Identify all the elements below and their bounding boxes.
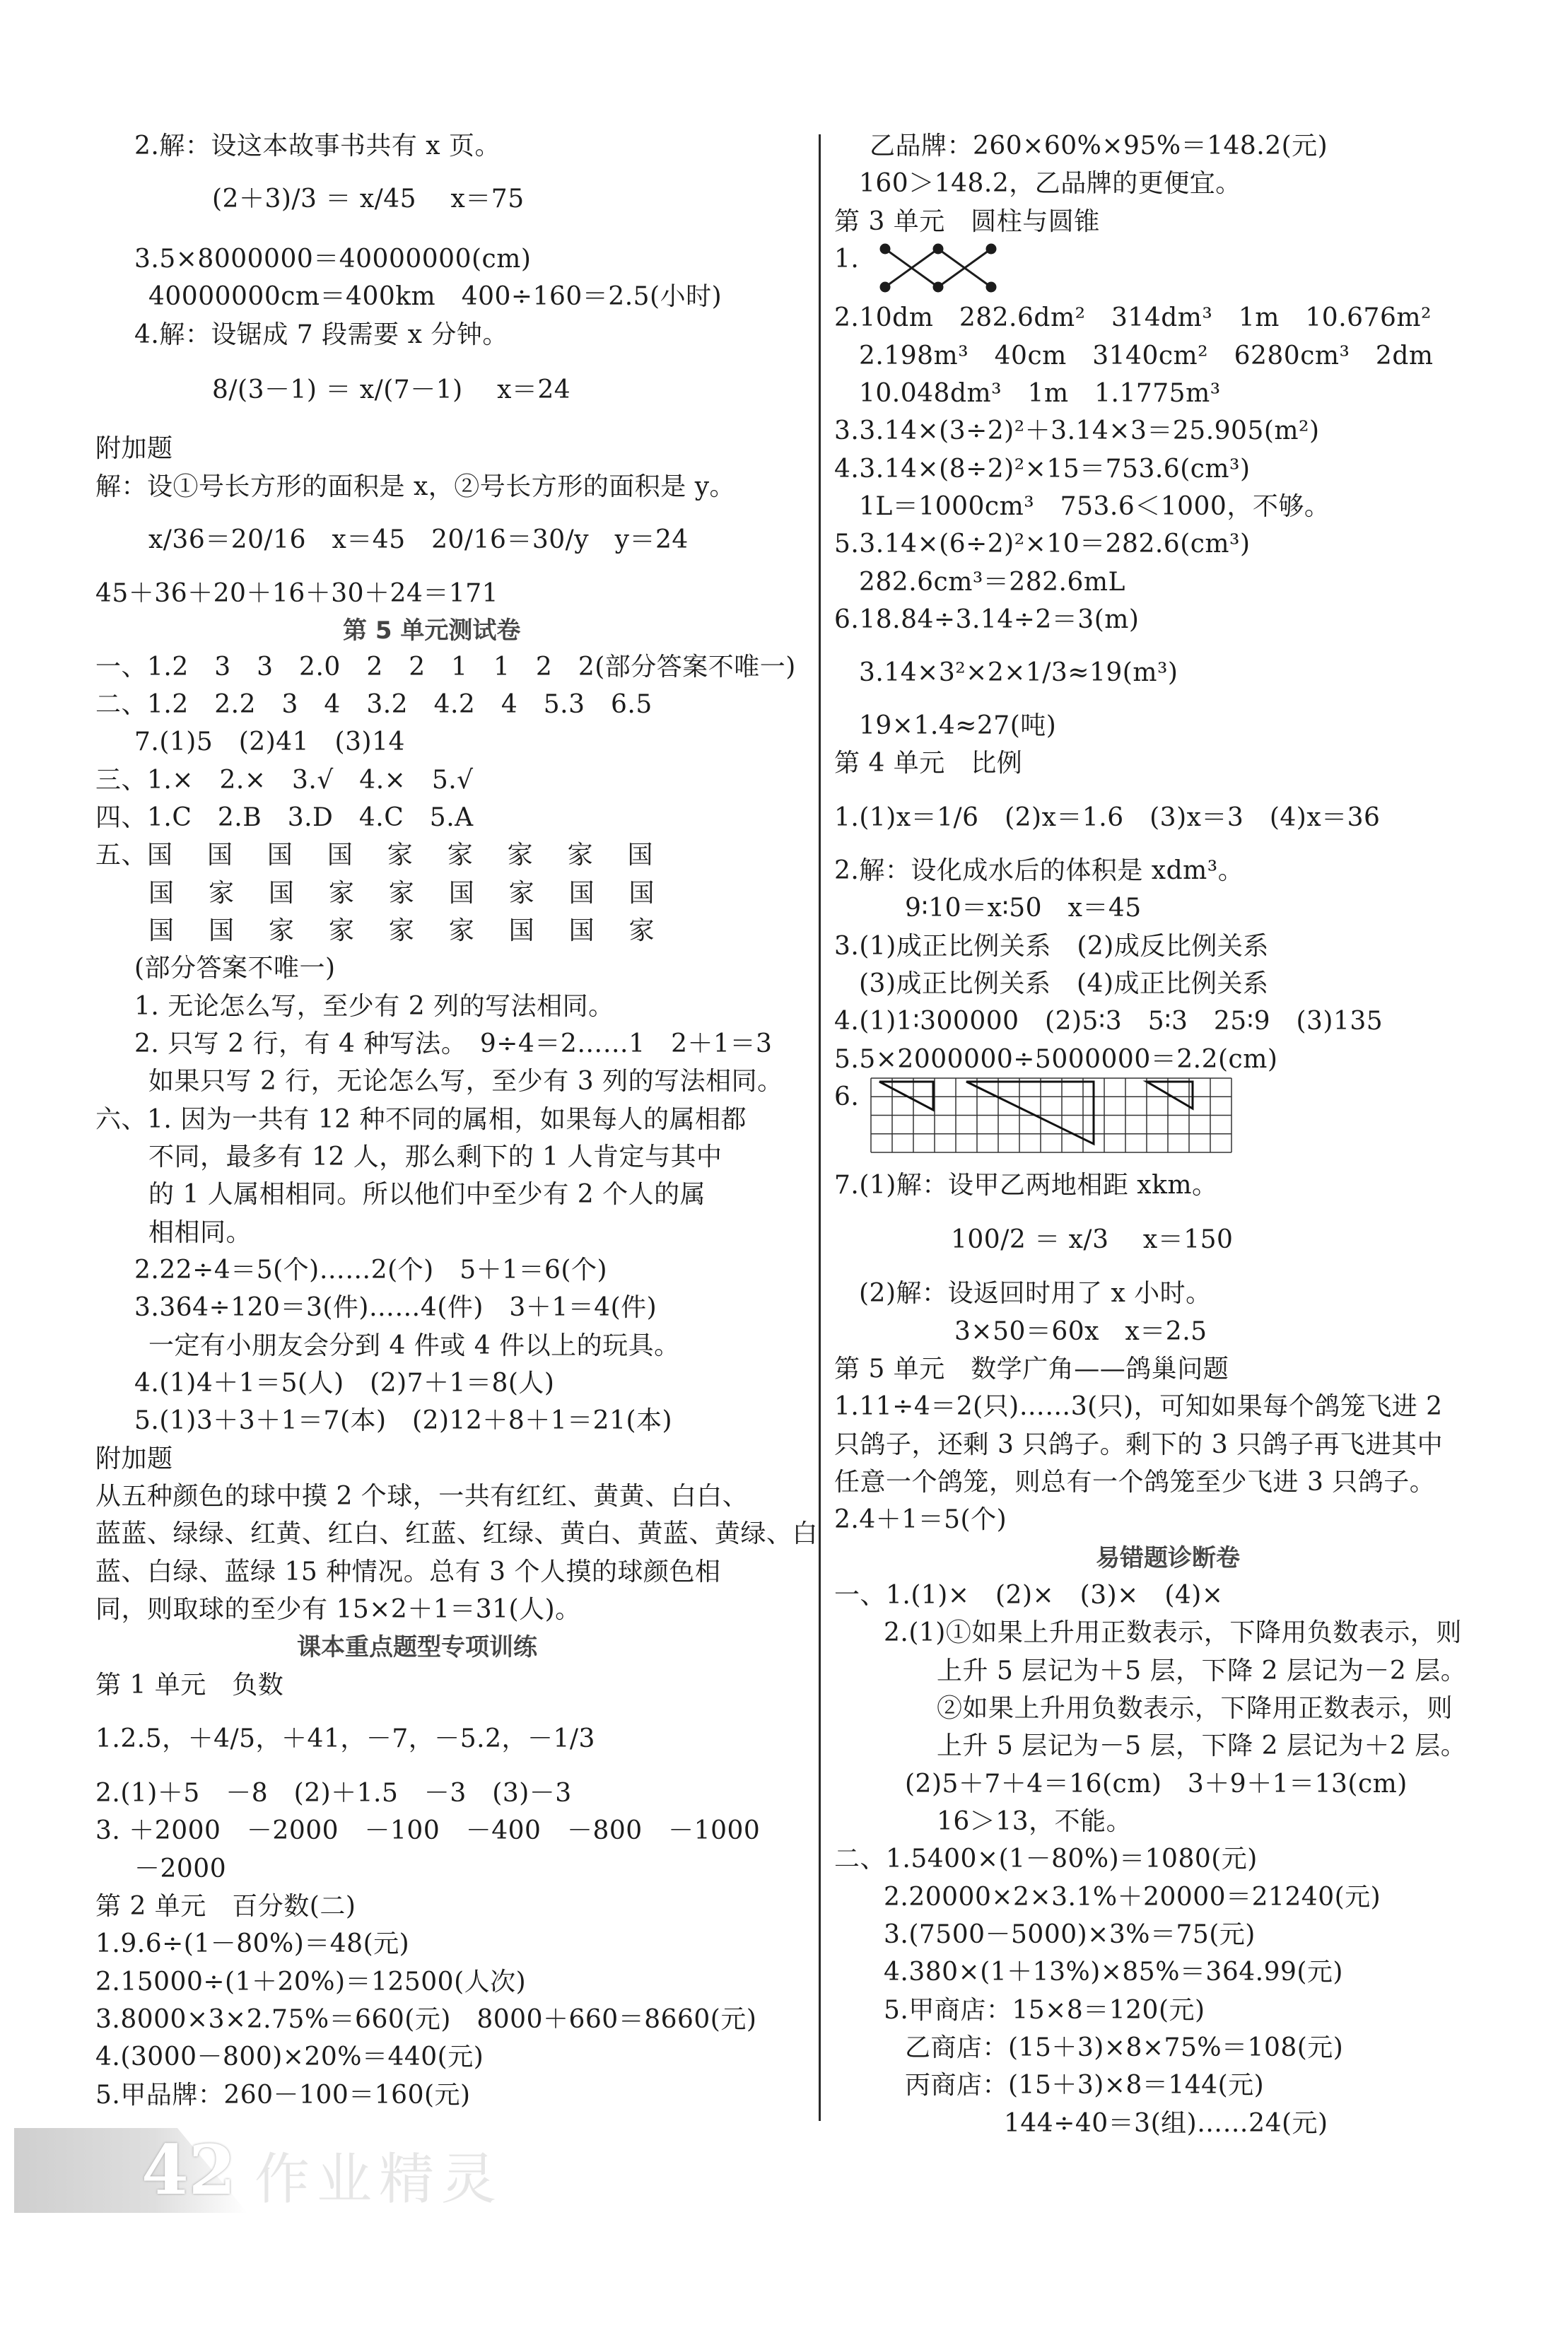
answer-line: 3.(7500－5000)×3%＝75(元) xyxy=(884,1920,1256,1949)
answer-line: 4.解：设锯成 7 段需要 x 分钟。 xyxy=(134,320,508,349)
answer-line: 4.(1)4＋1＝5(人) (2)7＋1＝8(人) xyxy=(134,1369,555,1398)
answer-line: 解：设①号长方形的面积是 x，②号长方形的面积是 y。 xyxy=(95,472,736,501)
answer-line: 5.3.14×(6÷2)²×10＝282.6(cm³) xyxy=(834,530,1251,559)
answer-line: 100/2 ＝ x/3 x＝150 xyxy=(951,1225,1234,1254)
answer-line: 2.20000×2×3.1%＋20000＝21240(元) xyxy=(884,1883,1381,1912)
answer-line: 9∶10＝x∶50 x＝45 xyxy=(905,894,1142,923)
answer-line: 国 家 国 家 家 国 家 国 国 xyxy=(148,879,655,908)
answer-line: 1.11÷4＝2(只)……3(只)，可知如果每个鸽笼飞进 2 xyxy=(834,1392,1443,1421)
answer-line: 7.(1)5 (2)41 (3)14 xyxy=(134,727,405,756)
answer-line: 1. 无论怎么写，至少有 2 列的写法相同。 xyxy=(134,992,614,1021)
answer-line: 只鸽子，还剩 3 只鸽子。剩下的 3 只鸽子再飞进其中 xyxy=(834,1430,1444,1459)
page-number: 42 xyxy=(141,2130,236,2210)
answer-line: 2.(1)＋5 －8 (2)＋1.5 －3 (3)－3 xyxy=(95,1779,572,1808)
answer-line: 45＋36＋20＋16＋30＋24＝171 xyxy=(95,579,499,608)
answer-line: 不同，最多有 12 人，那么剩下的 1 人肯定与其中 xyxy=(148,1142,722,1171)
answer-line: (3)成正比例关系 (4)成正比例关系 xyxy=(859,969,1269,998)
answer-line: 国 国 家 家 家 家 国 国 家 xyxy=(148,916,655,945)
answer-line: 一、1.2 3 3 2.0 2 2 1 1 2 2(部分答案不唯一) xyxy=(95,653,796,682)
answer-line: 二、1.2 2.2 3 4 3.2 4.2 4 5.3 6.5 xyxy=(95,690,653,719)
answer-line: (部分答案不唯一) xyxy=(134,954,336,983)
answer-line: (2)5＋7＋4＝16(cm) 3＋9＋1＝13(cm) xyxy=(905,1770,1408,1799)
answer-line: 3.14×3²×2×1/3≈19(m³) xyxy=(859,658,1178,687)
answer-line: 第 2 单元 百分数(二) xyxy=(95,1892,356,1921)
answer-line: 2.(1)①如果上升用正数表示，下降用负数表示，则 xyxy=(884,1618,1462,1647)
answer-line: 19×1.4≈27(吨) xyxy=(859,711,1057,740)
answer-line: 第 4 单元 比例 xyxy=(834,749,1023,778)
answer-line: 2.10dm 282.6dm² 314dm³ 1m 10.676m² xyxy=(834,303,1432,332)
answer-line: 第 5 单元 数学广角——鸽巢问题 xyxy=(834,1355,1229,1384)
answer-line: 从五种颜色的球中摸 2 个球，一共有红红、黄黄、白白、 xyxy=(95,1482,749,1511)
answer-line: 相相同。 xyxy=(148,1218,252,1247)
answer-line: 如果只写 2 行，无论怎么写，至少有 3 列的写法相同。 xyxy=(148,1067,783,1096)
answer-line: 5.(1)3＋3＋1＝7(本) (2)12＋8＋1＝21(本) xyxy=(134,1406,673,1435)
answer-line: 上升 5 层记为－5 层，下降 2 层记为＋2 层。 xyxy=(937,1731,1467,1760)
column-divider xyxy=(819,134,821,2121)
answer-line: 282.6cm³＝282.6mL xyxy=(859,568,1125,597)
answer-line: 6. xyxy=(834,1082,860,1111)
answer-line: 3×50＝60x x＝2.5 xyxy=(954,1317,1207,1346)
answer-line: 5.5×2000000÷5000000＝2.2(cm) xyxy=(834,1045,1278,1074)
answer-line: 3.3.14×(3÷2)²＋3.14×3＝25.905(m²) xyxy=(834,416,1320,445)
answer-line: 2. 只写 2 行，有 4 种写法。 9÷4＝2……1 2＋1＝3 xyxy=(134,1029,773,1058)
answer-line: 一定有小朋友会分到 4 件或 4 件以上的玩具。 xyxy=(148,1331,680,1360)
answer-line: 3.8000×3×2.75%＝660(元) 8000＋660＝8660(元) xyxy=(95,2005,757,2034)
answer-line: 1L＝1000cm³ 753.6＜1000，不够。 xyxy=(859,492,1330,521)
answer-line: 7.(1)解：设甲乙两地相距 xkm。 xyxy=(834,1171,1218,1200)
answer-line: 2.15000÷(1＋20%)＝12500(人次) xyxy=(95,1968,527,1997)
matching-lines-figure xyxy=(871,240,1034,297)
answer-line: 2.198m³ 40cm 3140cm² 6280cm³ 2dm xyxy=(859,341,1434,370)
answer-line: 第 1 单元 负数 xyxy=(95,1671,284,1700)
answer-line: 16＞13，不能。 xyxy=(937,1807,1133,1836)
answer-line: 附加题 xyxy=(95,434,173,463)
answer-line: 1.9.6÷(1－80%)＝48(元) xyxy=(95,1929,410,1958)
answer-line: 1.(1)x＝1/6 (2)x＝1.6 (3)x＝3 (4)x＝36 xyxy=(834,803,1381,832)
watermark-text: 作业精灵 xyxy=(254,2148,504,2211)
answer-line: 同，则取球的至少有 15×2＋1＝31(人)。 xyxy=(95,1595,581,1624)
answer-line: 二、1.5400×(1－80%)＝1080(元) xyxy=(834,1845,1258,1874)
answer-line: 1.2.5，＋4/5，＋41，－7，－5.2，－1/3 xyxy=(95,1724,595,1753)
answer-line: 3.5×8000000＝40000000(cm) xyxy=(134,245,532,274)
answer-line: 一、1.(1)× (2)× (3)× (4)× xyxy=(834,1581,1224,1610)
answer-line: －2000 xyxy=(134,1854,227,1883)
answer-line: (2)解：设返回时用了 x 小时。 xyxy=(859,1279,1212,1308)
answer-line: 10.048dm³ 1m 1.1775m³ xyxy=(859,379,1221,408)
answer-line: 2.解：设这本故事书共有 x 页。 xyxy=(134,131,501,160)
answer-line: 三、1.× 2.× 3.√ 4.× 5.√ xyxy=(95,766,474,795)
answer-line: 附加题 xyxy=(95,1444,173,1473)
answer-line: 乙商店：(15＋3)×8×75%＝108(元) xyxy=(905,2033,1344,2062)
answer-line: 160＞148.2，乙品牌的更便宜。 xyxy=(859,169,1241,198)
answer-line: 8/(3－1) ＝ x/(7－1) x＝24 xyxy=(212,375,571,404)
section-heading: 易错题诊断卷 xyxy=(1096,1544,1240,1572)
answer-line: 144÷40＝3(组)……24(元) xyxy=(1004,2109,1328,2138)
answer-line: 任意一个鸽笼，则总有一个鸽笼至少飞进 3 只鸽子。 xyxy=(834,1468,1436,1497)
answer-line: 3.(1)成正比例关系 (2)成反比例关系 xyxy=(834,932,1269,961)
answer-line: 4.3.14×(8÷2)²×15＝753.6(cm³) xyxy=(834,455,1251,484)
answer-line: 3.364÷120＝3(件)……4(件) 3＋1＝4(件) xyxy=(134,1293,657,1322)
answer-line: 40000000cm＝400km 400÷160＝2.5(小时) xyxy=(148,282,722,311)
answer-line: 4.380×(1＋13%)×85%＝364.99(元) xyxy=(884,1958,1343,1987)
answer-line: 六、1. 因为一共有 12 种不同的属相，如果每人的属相都 xyxy=(95,1105,747,1134)
answer-line: 5.甲品牌：260－100＝160(元) xyxy=(95,2081,471,2110)
answer-line: 1. xyxy=(834,245,860,274)
answer-line: 蓝、白绿、蓝绿 15 种情况。总有 3 个人摸的球颜色相 xyxy=(95,1557,721,1586)
answer-line: 四、1.C 2.B 3.D 4.C 5.A xyxy=(95,803,474,832)
answer-line: (2＋3)/3 ＝ x/45 x＝75 xyxy=(212,185,525,214)
answer-line: 蓝蓝、绿绿、红黄、红白、红蓝、红绿、黄白、黄蓝、黄绿、白 xyxy=(95,1519,819,1548)
answer-line: 2.解：设化成水后的体积是 xdm³。 xyxy=(834,856,1244,885)
answer-line: 丙商店：(15＋3)×8＝144(元) xyxy=(905,2071,1265,2100)
answer-line: 的 1 人属相相同。所以他们中至少有 2 个人的属 xyxy=(148,1180,706,1209)
answer-line: 上升 5 层记为＋5 层，下降 2 层记为－2 层。 xyxy=(937,1656,1467,1685)
answer-line: 乙品牌：260×60%×95%＝148.2(元) xyxy=(870,131,1328,160)
grid-triangles-figure xyxy=(864,1075,1239,1156)
answer-line: 2.22÷4＝5(个)……2(个) 5＋1＝6(个) xyxy=(134,1256,608,1285)
answer-line: 5.甲商店：15×8＝120(元) xyxy=(884,1996,1205,2025)
answer-line: 3. ＋2000 －2000 －100 －400 －800 －1000 xyxy=(95,1816,761,1845)
answer-line: 五、国 国 国 国 家 家 家 家 国 xyxy=(95,841,654,870)
answer-line: x/36＝20/16 x＝45 20/16＝30/y y＝24 xyxy=(148,525,689,554)
answer-line: 6.18.84÷3.14÷2＝3(m) xyxy=(834,605,1140,634)
answer-line: 第 3 单元 圆柱与圆锥 xyxy=(834,207,1100,236)
answer-line: ②如果上升用负数表示，下降用正数表示，则 xyxy=(937,1694,1453,1723)
answer-line: 2.4＋1＝5(个) xyxy=(834,1505,1007,1534)
section-heading: 课本重点题型专项训练 xyxy=(297,1633,537,1661)
section-heading: 第 5 单元测试卷 xyxy=(343,616,521,645)
answer-line: 4.(3000－800)×20%＝440(元) xyxy=(95,2042,484,2071)
answer-line: 4.(1)1∶300000 (2)5∶3 5∶3 25∶9 (3)135 xyxy=(834,1007,1383,1036)
